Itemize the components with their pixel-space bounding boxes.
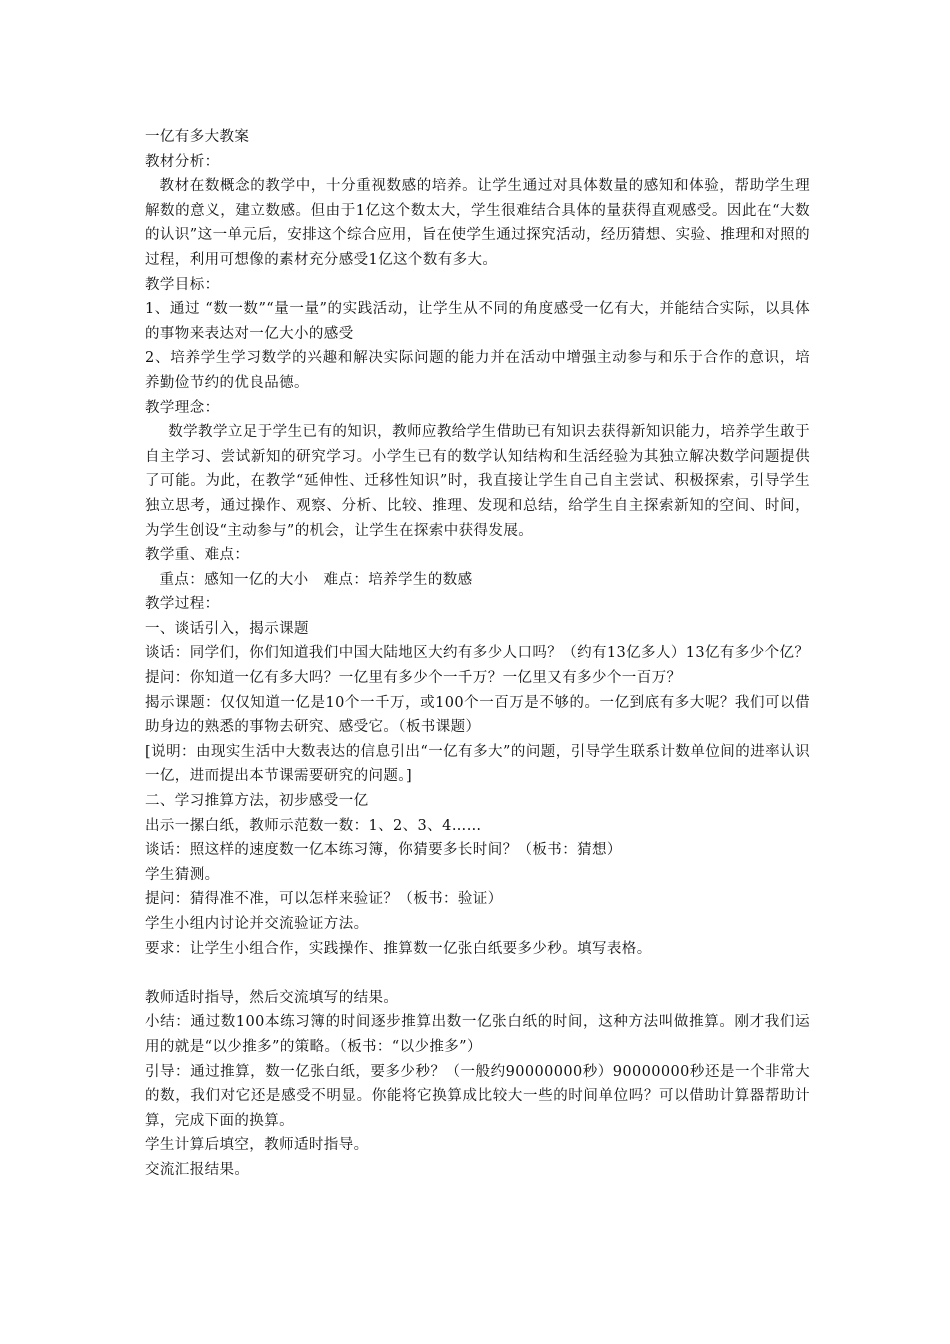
step2-discuss: 学生小组内讨论并交流验证方法。	[145, 916, 369, 932]
step1-title: 一、谈话引入，揭示课题	[145, 620, 309, 637]
step2-title: 二、学习推算方法，初步感受一亿	[145, 793, 369, 810]
step2-calculate: 学生计算后填空，教师适时指导。	[145, 1137, 369, 1154]
step2-report: 交流汇报结果。	[145, 1161, 250, 1178]
step2-lead: 引导：通过推算，数一亿张白纸，要多少秒？（一般约90000000秒）90000000秒还是一个非常大的数，我们对它还是感受不明显。你能将它换算成比较大一些的时间单位吗？可以借助计算器帮助计算，完成下面的换算。	[145, 1063, 810, 1129]
step1-reveal: 揭示课题：仅仅知道一亿是10个一千万，或100个一百万是不够的。一亿到底有多大呢？我们可以借助身边的熟悉的事物去研究、感受它。（板书课题）	[145, 694, 810, 736]
step2-summary: 小结：通过数100本练习簿的时间逐步推算出数一亿张白纸的时间，这种方法叫做推算。刚才我们运用的就是“以少推多”的策略。（板书：“以少推多”）	[145, 1014, 811, 1055]
step2-talk: 谈话：照这样的速度数一亿本练习簿，你猜要多长时间？（板书：猜想）	[145, 842, 622, 859]
step2-requirement: 要求：让学生小组合作，实践操作、推算数一亿张白纸要多少秒。填写表格。	[145, 940, 652, 957]
document-title: 一亿有多大教案	[145, 129, 250, 145]
section-heading-goals: 教学目标：	[145, 276, 220, 293]
step2-show: 出示一摞白纸，教师示范数一数：1、2、3、4……	[145, 817, 482, 834]
step2-question: 提问：猜得准不准，可以怎样来验证？（板书：验证）	[145, 891, 503, 908]
keypoints-paragraph: 重点：感知一亿的大小 难点：培养学生的数感	[159, 571, 473, 588]
step1-talk: 谈话：同学们，你们知道我们中国大陆地区大约有多少人口吗？（约有13亿多人）13亿有多少个亿？	[145, 645, 810, 662]
step1-note: [说明：由现实生活中大数表达的信息引出“一亿有多大”的问题，引导学生联系计数单位间的进率认识一亿，进而提出本节课需要研究的问题。]	[145, 743, 810, 785]
section-heading-process: 教学过程：	[145, 596, 220, 613]
blank-line	[145, 961, 810, 986]
section-heading-concept: 教学理念：	[145, 399, 220, 416]
step1-question: 提问：你知道一亿有多大吗？一亿里有多少个一千万？一亿里又有多少个一百万？	[145, 670, 682, 687]
step2-guidance: 教师适时指导，然后交流填写的结果。	[145, 989, 399, 1006]
section-heading-analysis: 教材分析：	[145, 153, 220, 170]
step2-guess: 学生猜测。	[145, 866, 220, 883]
goal-item-1: 1、通过 “数一数”“量一量”的实践活动，让学生从不同的角度感受一亿有大，并能结合实际，以具体的事物来表达对一亿大小的感受	[145, 301, 810, 342]
section-heading-keypoints: 教学重、难点：	[145, 547, 250, 564]
goal-item-2: 2、培养学生学习数学的兴趣和解决实际问题的能力并在活动中增强主动参与和乐于合作的意识，培养勤俭节约的优良品德。	[145, 350, 810, 391]
concept-paragraph: 数学教学立足于学生已有的知识，教师应教给学生借助已有知识去获得新知识能力，培养学生敢于自主学习、尝试新知的研究学习。小学生已有的数学认知结构和生活经验为其独立解决数学问题提供了可能。为此，在教学“延伸性、迁移性知识”时，我直接让学生自己自主尝试、积极探索，引导学生独立思考，通过操作、观察、分析、比较、推理、发现和总结，给学生自主探索新知的空间、时间，为学生创设“主动参与”的机会，让学生在探索中获得发展。	[145, 424, 810, 539]
lesson-plan-document	[145, 125, 810, 1183]
analysis-paragraph: 教材在数概念的教学中，十分重视数感的培养。让学生通过对具体数量的感知和体验，帮助学生理解数的意义，建立数感。但由于1亿这个数太大，学生很难结合具体的量获得直观感受。因此在“大数的认识”这一单元后，安排这个综合应用，旨在使学生通过探究活动，经历猜想、实验、推理和对照的过程，利用可想像的素材充分感受1亿这个数有多大。	[145, 178, 810, 268]
